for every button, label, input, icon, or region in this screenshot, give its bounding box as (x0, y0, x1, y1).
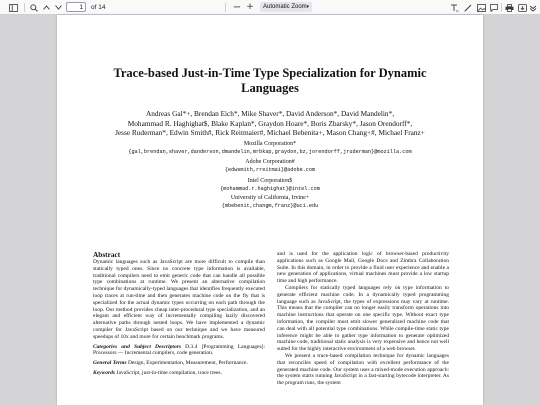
terms-paragraph (93, 360, 265, 367)
pdf-toolbar (0, 0, 540, 15)
author-list (77, 109, 463, 138)
zoom-out-icon[interactable]: − (232, 1, 242, 13)
abstract-heading: Abstract (93, 250, 121, 259)
left-column (93, 259, 265, 377)
toolbar-separator (24, 3, 25, 12)
previous-page-icon[interactable] (41, 0, 51, 15)
print-icon[interactable] (503, 0, 515, 15)
affiliation-adobe (57, 159, 483, 175)
search-icon[interactable] (28, 0, 40, 15)
abstract-text: Dynamic languages such as JavaScript are more difficult to compile than statically typed ones. Since no concrete type information is available, traditional compilers need to emit generic code that can handle all possible type combinations at runtime. We present an alternative compilation technique for dynamically-typed languages that identifies frequently executed loop traces at run-time and then generates machine code on the fly that is specialized for the actual dynamic types occurring on each path through the loop. Our method provides cheap inter-procedural type specialization, and an elegant and efficient way of incrementally compiling lazily discovered alternative paths through nested loops. We have implemented a dynamic compiler for JavaScript based on our technique and we have measured speedups of 10x and more for certain benchmark programs. (93, 259, 265, 340)
affiliation-name: Adobe Corporation# (245, 159, 295, 165)
authors-line-1: Andreas Gal*+, Brendan Eich*, Mike Shaver*, David Anderson*, David Mandelin*, (145, 109, 395, 118)
intro-paragraph-2: Compilers for statically typed languages rely on type information to generate efficient machine code. In a dynamically typed programming language such as JavaScript, the types of expressions may vary at runtime. This means that the compiler can no longer easily transform operations into machine instructions that operate on one specific type. Without exact type information, the compiler must emit slower generalized machine code that can deal with all potential type combinations. While compile-time static type inference might be able to gather type information to generate optimized machine code, traditional static analysis is very expensive and hence not well suited for the highly interactive environment of a web browser. (277, 284, 449, 353)
zoom-select-label: Automatic Zoom (263, 4, 307, 10)
terms-label: General Terms (93, 360, 127, 367)
affiliation-email: {edwsmith,rreitmai}@adobe.com (224, 166, 316, 173)
paper-title (57, 66, 483, 96)
intro-paragraph-1: and is used for the application logic of browser-based productivity applications such as Google Mail, Google Docs and Zimbra Collaboration Suite. In this domain, in order to provide a fluid user experience and enable a new generation of applications, virtual machines must provide a low startup time and high performance. (277, 251, 449, 285)
text-edit-icon[interactable] (448, 0, 460, 15)
affiliation-uci (57, 195, 483, 211)
sidebar-toggle-icon[interactable] (7, 0, 19, 15)
affiliation-name: Intel Corporation$ (247, 178, 293, 184)
next-page-icon[interactable] (53, 0, 63, 15)
pdf-page (57, 15, 483, 405)
page-count-label: of 14 (91, 4, 106, 11)
keywords-label: Keywords (93, 369, 115, 376)
download-icon[interactable] (516, 0, 528, 15)
page-number-input[interactable]: 1 (66, 2, 86, 12)
keywords-text: JavaScript, just-in-time compilation, trace trees. (116, 369, 222, 376)
authors-line-3: Jesse Ruderman*, Edwin Smith#, Rick Reitmaier#, Michael Bebenita+, Mason Chang+#, Michael Franz+ (115, 128, 425, 138)
title-line-1: Trace-based Just-in-Time Type Specialization for Dynamic (113, 66, 427, 80)
affiliation-email: {mbebenit,changm,franz}@uci.edu (221, 202, 319, 209)
categories-text: D.3.4 [Programming Languages]: Processors — Incremental compilers, code generation. (93, 343, 265, 357)
affiliation-name: University of California, Irvine+ (230, 195, 310, 201)
image-icon[interactable] (475, 0, 487, 15)
intro-paragraph-3: We present a trace-based compilation technique for dynamic languages that reconciles speed of compilation with excellent performance of the generated machine code. Our system uses a mixed-mode execution approach: the system starts running JavaScript in a fast-starting bytecode interpreter. As the program runs, the system (277, 352, 449, 387)
comment-icon[interactable] (488, 0, 500, 15)
affiliation-email: {mohammad.r.haghighat}@intel.com (220, 185, 320, 192)
title-line-2: Languages (241, 81, 299, 95)
categories-label: Categories and Subject Descriptors (93, 343, 181, 350)
keywords-paragraph (93, 370, 265, 377)
chevron-down-icon: ▾ (306, 4, 309, 10)
affiliation-name: Mozilla Corporation* (243, 141, 297, 147)
more-tools-icon[interactable] (528, 0, 538, 15)
affiliation-intel (57, 178, 483, 194)
categories-paragraph (93, 344, 265, 358)
affiliation-email: {gal,brendan,shaver,danderson,dmandelin,mrbkap,graydon,bz,jorendorff,jruderman}@mozilla.com (128, 148, 412, 155)
affiliation-mozilla (57, 141, 483, 157)
terms-text: Design, Experimentation, Measurement, Performance. (127, 360, 248, 367)
toolbar-separator (501, 3, 502, 12)
toolbar-separator (225, 3, 226, 12)
draw-icon[interactable] (462, 0, 474, 15)
zoom-select[interactable] (260, 2, 312, 12)
zoom-in-icon[interactable]: + (246, 2, 254, 12)
authors-line-2: Mohammad R. Haghighat$, Blake Kaplan*, Graydon Hoare*, Boris Zbarsky*, Jason Orendorff*, (127, 118, 413, 128)
right-column (277, 251, 449, 387)
